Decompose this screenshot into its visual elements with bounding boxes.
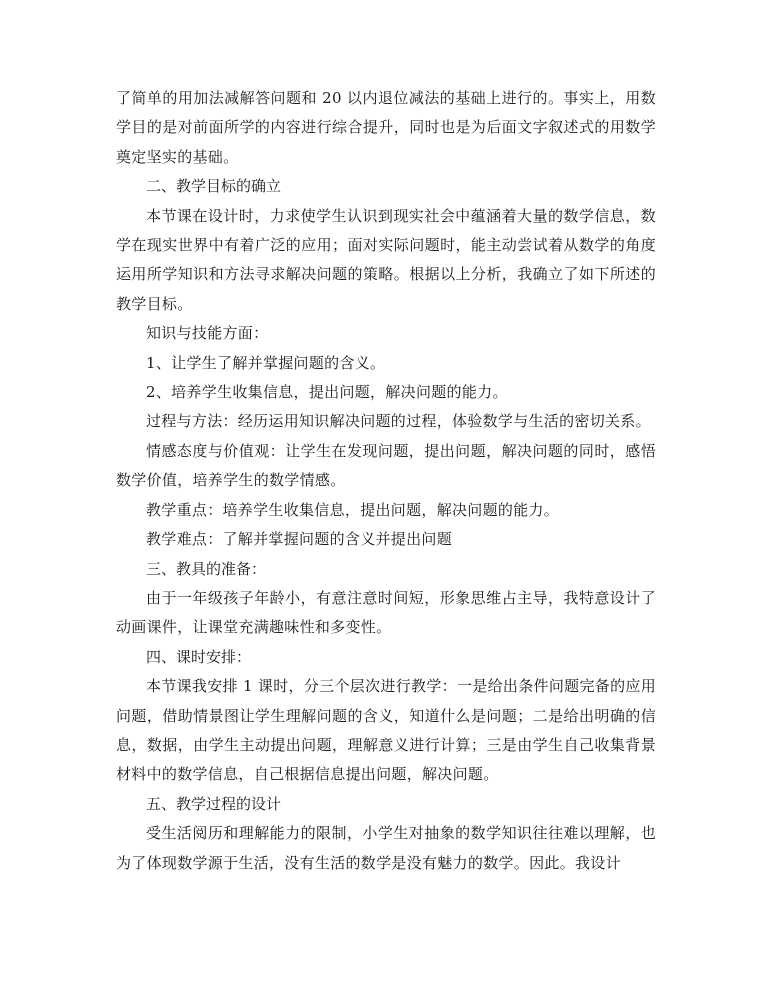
paragraph-knowledge-skills: 知识与技能方面： (146, 324, 269, 343)
paragraph-process-design: 受生活阅历和理解能力的限制，小学生对抽象的数学知识往往难以理解，也为了体现数学源于生活，没有生活的数学是没有魅力的数学。因此。我设计 (116, 824, 656, 872)
section-heading-process-design: 五、教学过程的设计 (146, 794, 282, 813)
paragraph-intro-continued: 了简单的用加法减解答问题和 20 以内退位减法的基础上进行的。事实上，用数学目的是对前面所学的内容进行综合提升，同时也是为后面文字叙述式的用数学奠定坚实的基础。 (116, 89, 656, 166)
paragraph-emotion-values: 情感态度与价值观：让学生在发现问题，提出问题，解决问题的同时，感悟数学价值，培养学生的数学情感。 (116, 441, 656, 490)
paragraph-goals-intro: 本节课在设计时，力求使学生认识到现实社会中蕴涵着大量的数学信息，数学在现实世界中有着广泛的应用；面对实际问题时，能主动尝试着从数学的角度运用所学知识和方法寻求解决问题的策略。根据以上分析，我确立了如下所述的教学目标。 (116, 206, 656, 313)
list-item-2: 2、培养学生收集信息，提出问题，解决问题的能力。 (146, 383, 508, 402)
paragraph-difficulty: 教学难点：了解并掌握问题的含义并提出问题 (146, 530, 453, 549)
paragraph-process-methods: 过程与方法：经历运用知识解决问题的过程，体验数学与生活的密切关系。 (146, 412, 651, 431)
section-heading-materials: 三、教具的准备： (146, 559, 267, 578)
section-heading-goals: 二、教学目标的确立 (146, 177, 282, 196)
paragraph-schedule: 本节课我安排 1 课时，分三个层次进行教学：一是给出条件问题完备的应用问题，借助情景图让学生理解问题的含义，知道什么是问题；二是给出明确的信息，数据，由学生主动提出问题，理解意义进行计算；三是由学生自己收集背景材料中的数学信息，自己根据信息提出问题，解决问题。 (116, 677, 656, 784)
document-page (116, 84, 656, 878)
list-item-1: 1、让学生了解并掌握问题的含义。 (146, 353, 386, 372)
paragraph-key-point: 教学重点：培养学生收集信息，提出问题，解决问题的能力。 (146, 500, 560, 519)
paragraph-materials: 由于一年级孩子年龄小，有意注意时间短，形象思维占主导，我特意设计了动画课件，让课堂充满趣味性和多变性。 (116, 588, 656, 637)
section-heading-schedule: 四、课时安排： (146, 647, 252, 666)
